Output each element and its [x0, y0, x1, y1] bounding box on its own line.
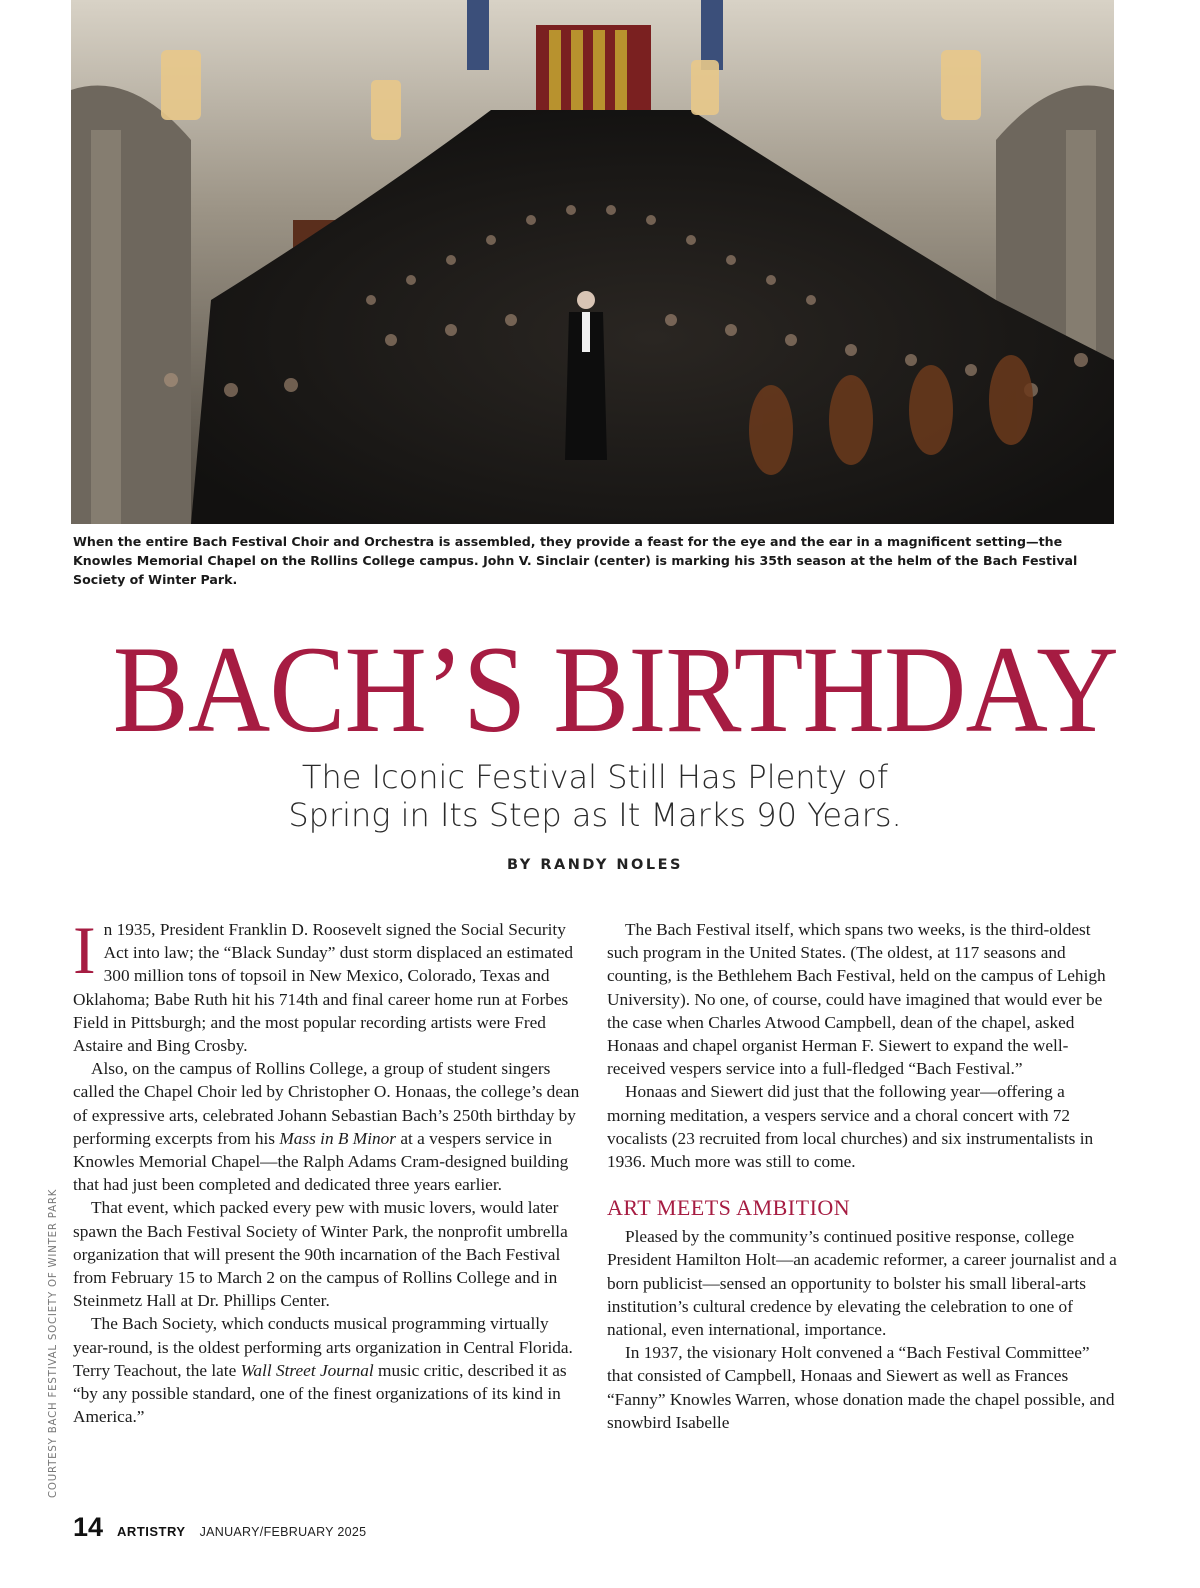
photo-caption: When the entire Bach Festival Choir and Orchestra is assembled, they provide a feast for the eye and the ear in a magnificent setting—the Knowles Memorial Chapel on the Rollins College campus. John V. Sinclair (center) is marking his 35th season at the helm of the Bach Festival Society of Winter Park.: [73, 534, 1078, 587]
paragraph-4: The Bach Society, which conducts musical programming virtually year-round, is the oldest performing arts organization in Central Florida. Terry Teachout, the late Wall Street Journal music critic, described it as “by any possible standard, one of the finest organizations of its kind in America.”: [73, 1314, 573, 1427]
conductor-figure: [565, 291, 607, 460]
chapel-photo-illustration: [71, 0, 1114, 524]
article-headline: BACH’S BIRTHDAY: [112, 621, 1118, 758]
body-column-left: [73, 912, 583, 1428]
paragraph-2: Also, on the campus of Rollins College, a group of student singers called the Chapel Choir led by Christopher O. Honaas, the college’s dean of expressive arts, celebrated Johann Sebastian Bach’s 250th birthday by performing excerpts from his Mass in B Minor at a vespers service in Knowles Memorial Chapel—the Ralph Adams Cram-designed building that had just been completed and dedicated three years earlier.: [73, 1059, 580, 1195]
paragraph-5: The Bach Festival itself, which spans two weeks, is the third-oldest such program in the United States. (The oldest, at 117 seasons and counting, is the Bethlehem Bach Festival, held on the campus of Lehigh University). No one, of course, could have imagined that would ever be the case when Charles Atwood Campbell, dean of the chapel, asked Honaas and chapel organist Herman F. Siewert to expand the well-received vespers service into a full-fledged “Bach Festival.”: [607, 920, 1106, 1079]
deck-line-2: Spring in Its Step as It Marks 90 Years.: [288, 796, 902, 834]
issue-date: JANUARY/FEBRUARY 2025: [199, 1525, 367, 1539]
magazine-name: ARTISTRY: [117, 1524, 186, 1539]
page-footer: [73, 1512, 366, 1542]
paragraph-7: Pleased by the community’s continued positive response, college President Hamilton Holt—an academic reformer, a career journalist and a born publicist—sensed an opportunity to bolster his small liberal-arts institution’s cultural credence by elevating the celebration to one of national, even international, importance.: [607, 1227, 1117, 1340]
deck-line-1: The Iconic Festival Still Has Plenty of: [301, 758, 889, 796]
section-subhead: ART MEETS AMBITION: [607, 1195, 851, 1221]
page-number: 14: [73, 1512, 104, 1542]
paragraph-6: Honaas and Siewert did just that the following year—offering a morning meditation, a vespers service and a choral concert with 72 vocalists (23 recruited from local churches) and six instrumentalists in 1936. Much more was still to come.: [607, 1082, 1094, 1172]
byline: BY RANDY NOLES: [507, 857, 683, 873]
article-deck: [150, 758, 1040, 834]
body-column-right: [607, 918, 1117, 1434]
photo-credit: COURTESY BACH FESTIVAL SOCIETY OF WINTER PARK: [48, 1188, 59, 1498]
choir-orchestra-photo: [71, 0, 1114, 524]
paragraph-3: That event, which packed every pew with music lovers, would later spawn the Bach Festival Society of Winter Park, the nonprofit umbrella organization that will present the 90th incarnation of the Bach Festival from February 15 to March 2 on the campus of Rollins College and in Steinmetz Hall at Dr. Phillips Center.: [73, 1198, 568, 1311]
drop-cap: I: [73, 912, 96, 988]
paragraph-8: In 1937, the visionary Holt convened a “Bach Festival Committee” that consisted of Campbell, Honaas and Siewert as well as Frances “Fanny” Knowles Warren, whose donation made the chapel possible, and snowbird Isabelle: [607, 1343, 1115, 1432]
paragraph-1: In 1935, President Franklin D. Roosevelt signed the Social Security Act into law; the “Black Sunday” dust storm displaced an estimated 300 million tons of topsoil in New Mexico, Colorado, Texas and Oklahoma; Babe Ruth hit his 714th and final career home run at Forbes Field in Pittsburgh; and the most popular recording artists were Fred Astaire and Bing Crosby.: [73, 912, 574, 1056]
